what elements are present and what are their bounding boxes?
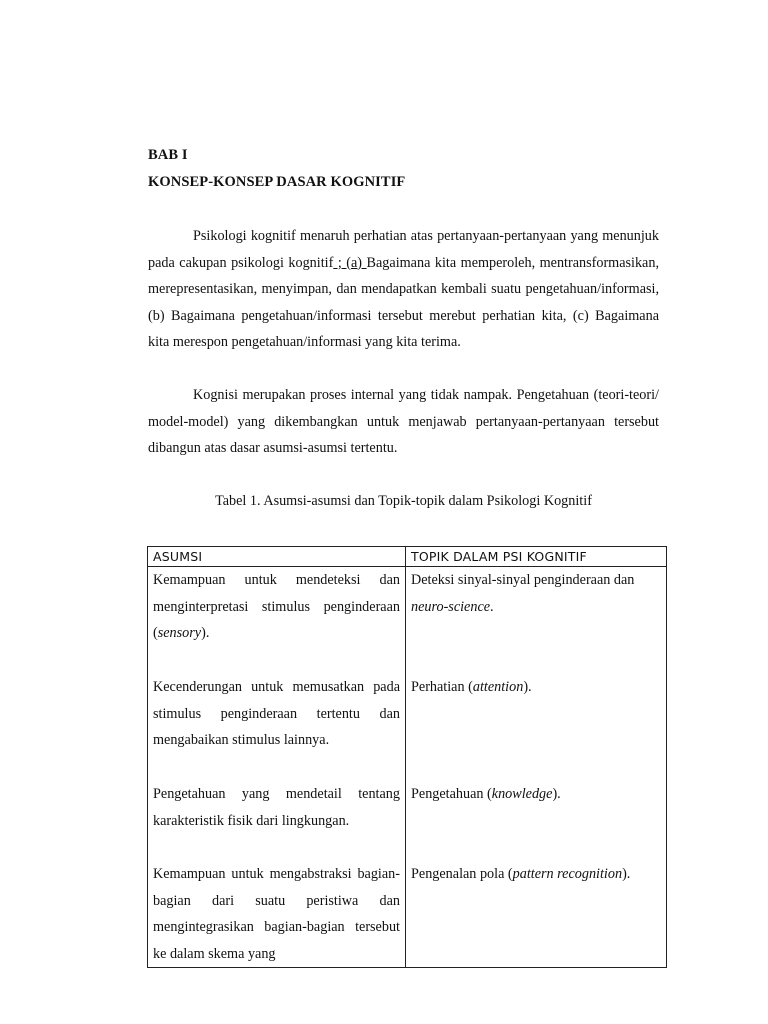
paragraph-intro-text-a: Psikologi kognitif menaruh perhatian atas pertanyaan-pertanyaan yang menunjuk pada cakupan psikologi kognitif	[148, 228, 659, 271]
table-row	[148, 674, 667, 781]
cell-topik	[406, 781, 667, 861]
table-row	[148, 781, 667, 861]
cell-topik	[406, 674, 667, 781]
table-caption: Tabel 1. Asumsi-asumsi dan Topik-topik dalam Psikologi Kognitif	[215, 493, 592, 509]
assumptions-table	[147, 546, 667, 968]
cell-term: knowledge	[491, 786, 553, 802]
cell-asumsi	[148, 861, 406, 968]
header-asumsi: ASUMSI	[148, 547, 406, 567]
cell-text: Pengenalan pola (	[411, 866, 513, 882]
paragraph-kognisi	[148, 382, 659, 462]
table-row	[148, 567, 667, 675]
table-header-row	[148, 547, 667, 567]
cell-text: ).	[552, 786, 561, 802]
paragraph-intro	[148, 223, 659, 356]
chapter-label: BAB I	[148, 147, 188, 163]
cell-text: Perhatian (	[411, 679, 473, 695]
cell-asumsi: Kecenderungan untuk memusatkan pada stimulus penginderaan tertentu dan mengabaikan stimulus lainnya.	[148, 674, 406, 781]
cell-text: Pengetahuan (	[411, 786, 492, 802]
cell-term: attention	[472, 679, 524, 695]
cell-text: ).	[622, 866, 631, 882]
cell-topik	[406, 567, 667, 675]
cell-text: Kemampuan untuk mendeteksi dan menginterpretasi stimulus penginderaan (	[153, 572, 400, 642]
chapter-title: KONSEP-KONSEP DASAR KOGNITIF	[148, 174, 406, 190]
paragraph-intro-underlined: ; (a)	[333, 254, 367, 271]
cell-asumsi	[148, 567, 406, 675]
cell-clip: Kemampuan untuk mengabstraksi bagian-bagian dari suatu peristiwa dan mengintegrasikan bagian-bagian tersebut ke dalam skema yang	[153, 866, 400, 962]
cell-term: pattern recognition	[512, 866, 623, 882]
cell-text: ).	[201, 625, 210, 642]
cell-asumsi: Pengetahuan yang mendetail tentang karakteristik fisik dari lingkungan.	[148, 781, 406, 861]
paragraph-intro-text-b: Bagaimana kita memperoleh, mentransformasikan, merepresentasikan, menyimpan, dan mendapatkan kembali suatu pengetahuan/informasi, (b) Bagaimana pengetahuan/informasi tersebut merebut perhatian kita, (c) Bagaimana kita merespon pengetahuan/informasi yang kita terima.	[148, 254, 659, 351]
cell-text: .	[490, 598, 494, 615]
cell-text: ).	[523, 679, 532, 695]
cell-text: Deteksi sinyal-sinyal penginderaan dan	[411, 572, 635, 588]
cell-term: neuro-science	[411, 598, 491, 615]
header-topik: TOPIK DALAM PSI KOGNITIF	[406, 547, 667, 567]
paragraph-kognisi-text: Kognisi merupakan proses internal yang tidak nampak. Pengetahuan (teori-teori/ model-model) yang dikembangkan untuk menjawab pertanyaan-pertanyaan tersebut dibangun atas dasar asumsi-asumsi tertentu.	[148, 387, 659, 457]
table-row	[148, 861, 667, 968]
cell-term: sensory	[157, 625, 202, 642]
cell-topik	[406, 861, 667, 968]
